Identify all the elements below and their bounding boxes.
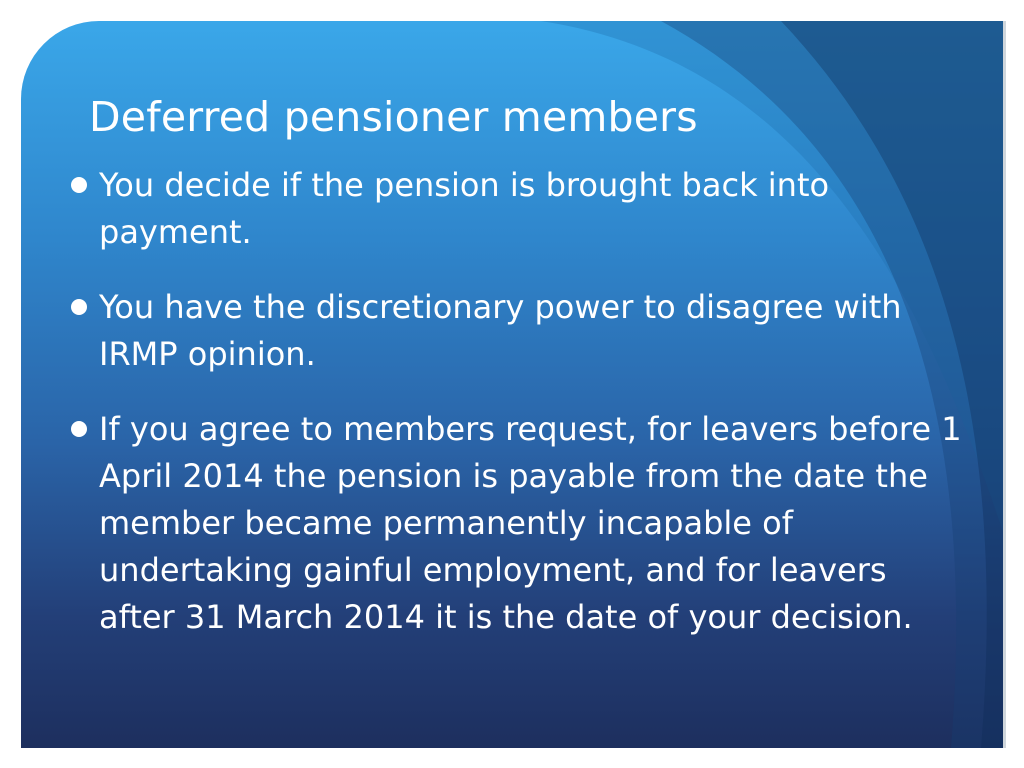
bullet-list [68,162,968,669]
bullet-text: You decide if the pension is brought back into payment. [99,166,830,251]
bullet-dot-icon [71,299,87,315]
slide-right-edge [1003,21,1006,748]
slide-title: Deferred pensioner members [89,93,698,141]
bullet-item [68,284,968,378]
bullet-text: If you agree to members request, for leavers before 1 April 2014 the pension is payable from the date the member became permanently incapable of undertaking gainful employment, and for leavers after 31 March 2014 it is the date of your decision. [99,410,962,636]
bullet-dot-icon [71,421,87,437]
bullet-text: You have the discretionary power to disagree with IRMP opinion. [99,288,902,373]
bullet-item [68,162,968,256]
bullet-item [68,406,968,641]
bullet-dot-icon [71,177,87,193]
